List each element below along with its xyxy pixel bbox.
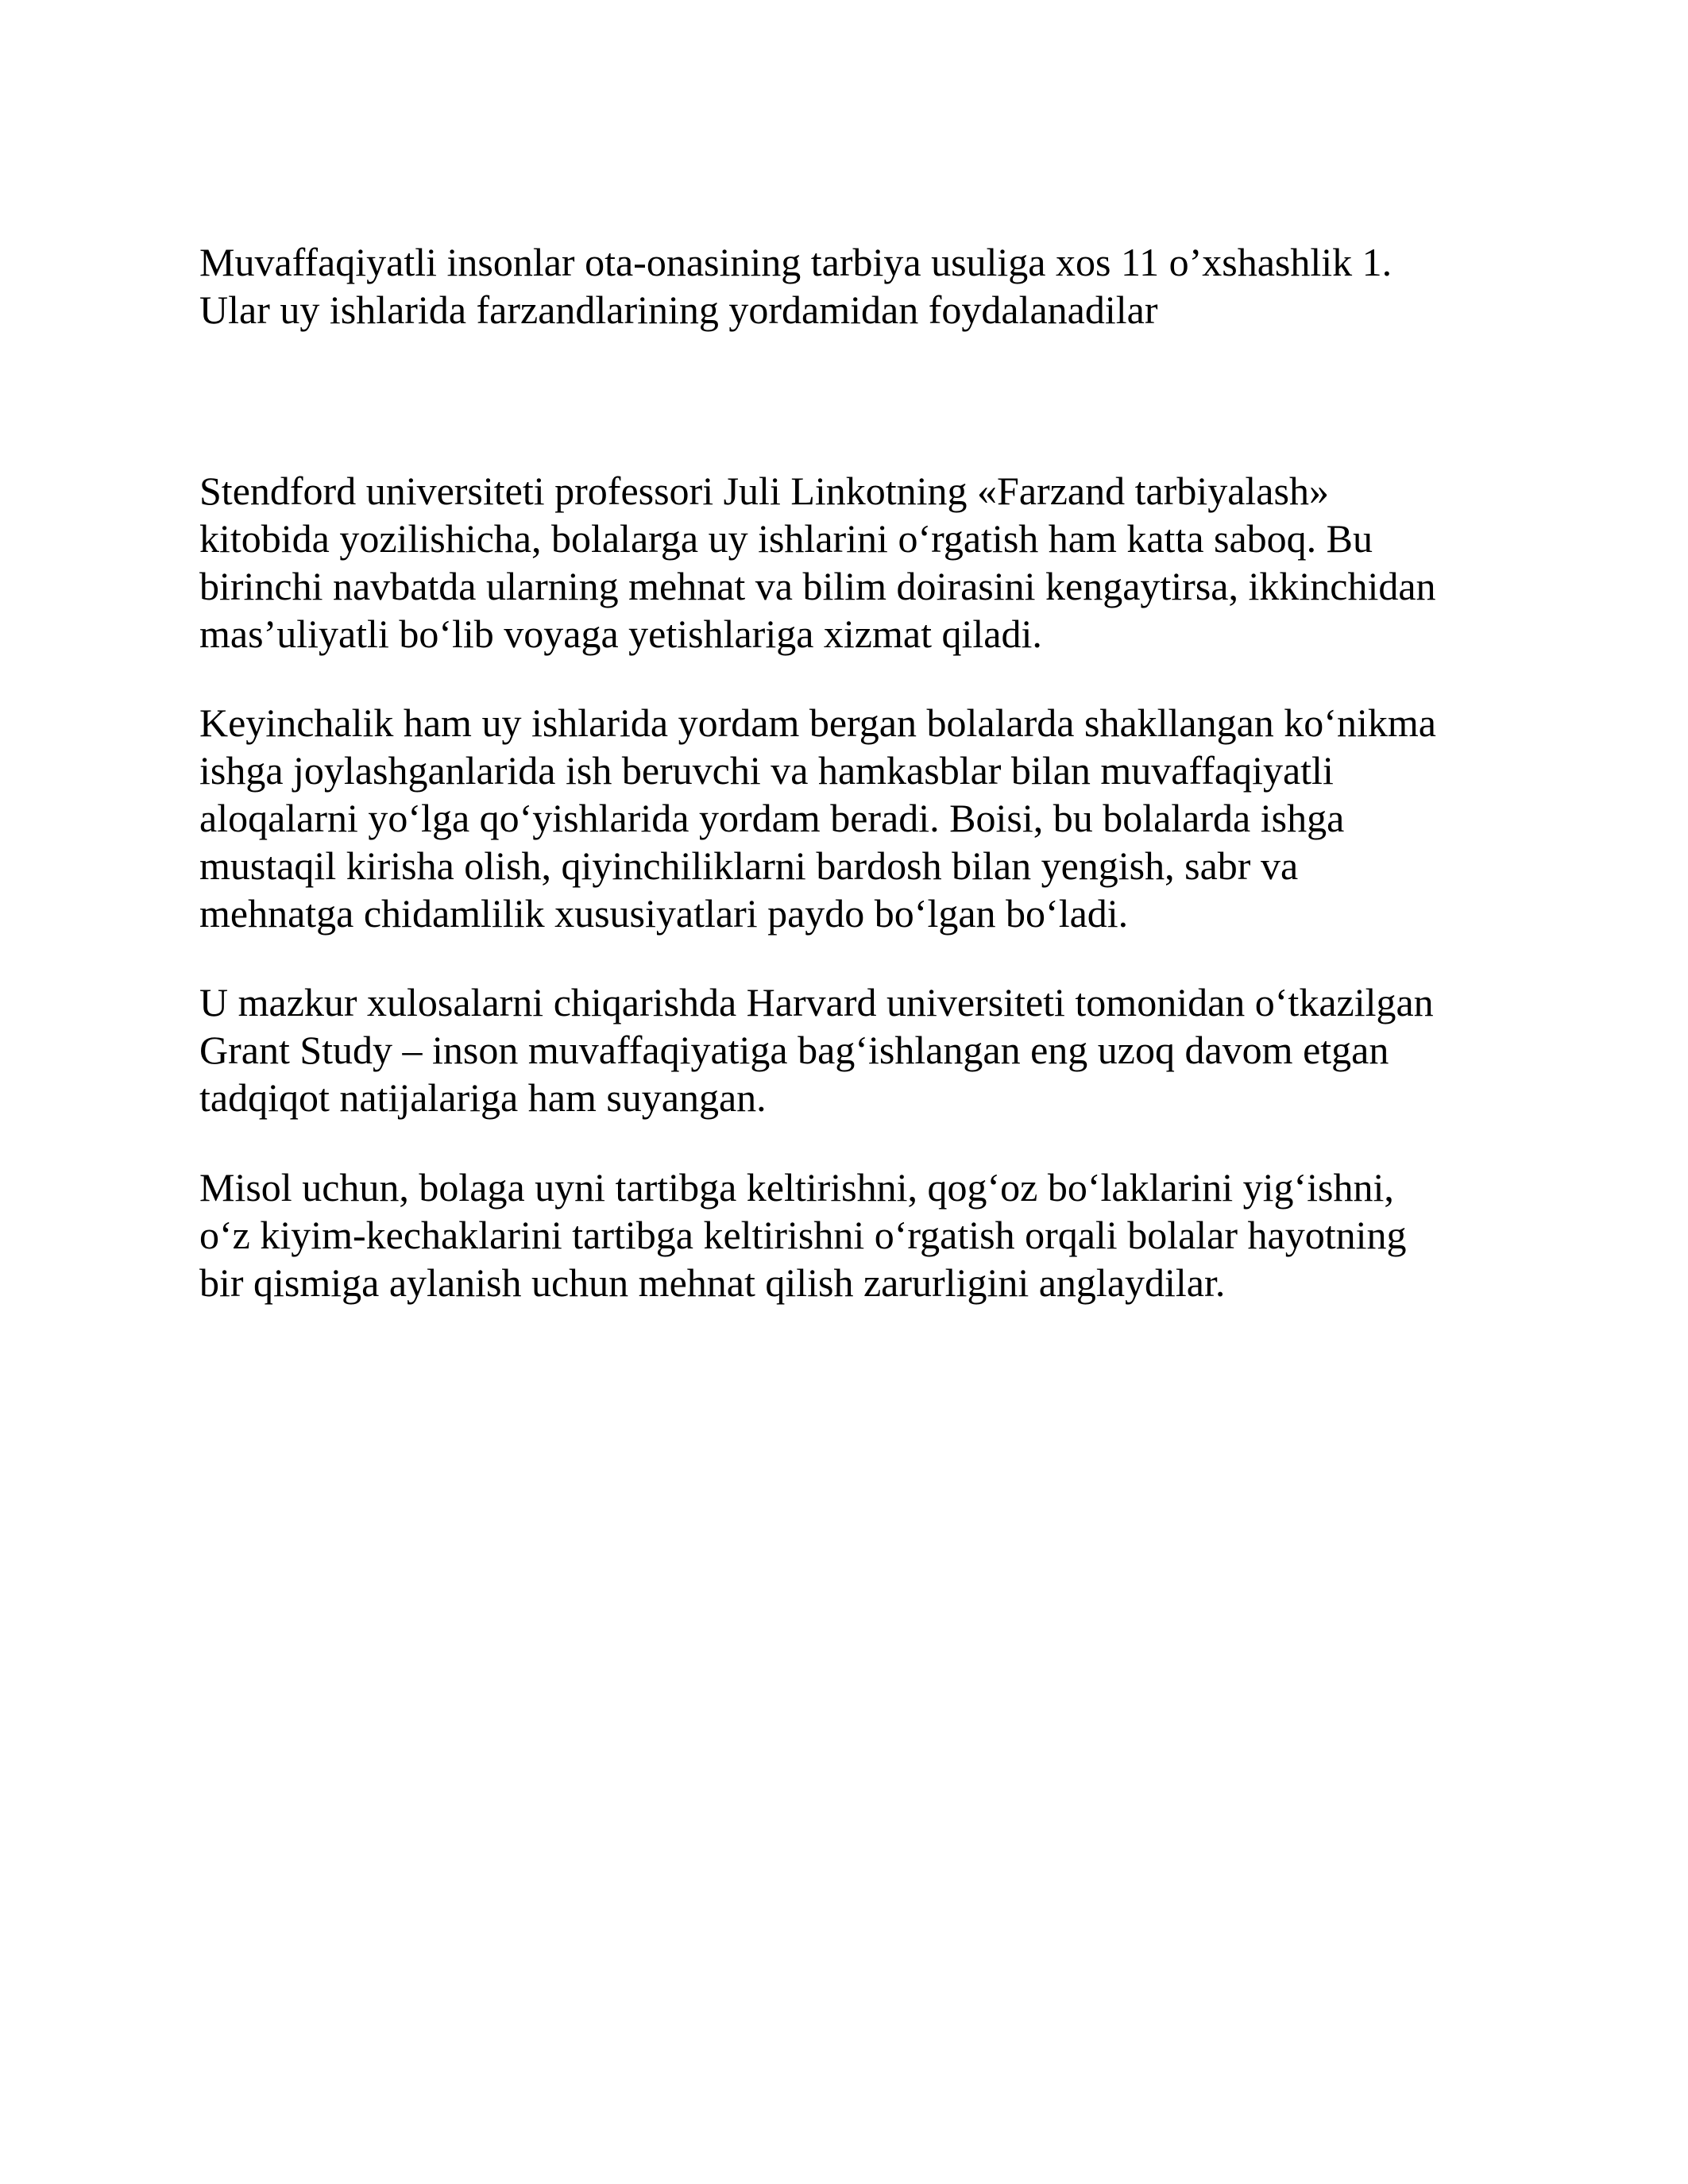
paragraph-2	[199, 699, 1518, 937]
heading-line: Ular uy ishlarida farzandlarining yordamidan foydalanadilar	[199, 287, 1158, 332]
paragraph-4	[199, 1163, 1518, 1306]
paragraph-line: birinchi navbatda ularning mehnat va bilim doirasini kengaytirsa, ikkinchidan	[199, 564, 1436, 608]
paragraph-line: Grant Study – inson muvaffaqiyatiga bag‘ishlangan eng uzoq davom etgan	[199, 1028, 1389, 1072]
paragraph-line: mehnatga chidamlilik xususiyatlari paydo bo‘lgan bo‘ladi.	[199, 891, 1129, 936]
paragraph-3	[199, 978, 1518, 1121]
paragraph-line: U mazkur xulosalarni chiqarishda Harvard universiteti tomonidan o‘tkazilgan	[199, 980, 1434, 1024]
document-heading	[199, 238, 1518, 334]
paragraph-line: aloqalarni yo‘lga qo‘yishlarida yordam beradi. Boisi, bu bolalarda ishga	[199, 796, 1345, 840]
paragraph-line: kitobida yozilishicha, bolalarga uy ishlarini o‘rgatish ham katta saboq. Bu	[199, 516, 1373, 561]
paragraph-line: Stendford universiteti professori Juli Linkotning «Farzand tarbiyalash»	[199, 469, 1329, 513]
heading-line: Muvaffaqiyatli insonlar ota-onasining tarbiya usuliga xos 11 o’xshashlik 1.	[199, 240, 1393, 284]
paragraph-line: Misol uchun, bolaga uyni tartibga keltirishni, qog‘oz bo‘laklarini yig‘ishni,	[199, 1165, 1394, 1210]
paragraph-line: ishga joylashganlarida ish beruvchi va hamkasblar bilan muvaffaqiyatli	[199, 748, 1334, 793]
paragraph-line: mas’uliyatli bo‘lib voyaga yetishlariga xizmat qiladi.	[199, 612, 1042, 656]
paragraph-line: Keyinchalik ham uy ishlarida yordam bergan bolalarda shakllangan ko‘nikma	[199, 700, 1436, 745]
paragraph-line: mustaqil kirisha olish, qiyinchiliklarni bardosh bilan yengish, sabr va	[199, 843, 1299, 888]
paragraph-line: o‘z kiyim-kechaklarini tartibga keltirishni o‘rgatish orqali bolalar hayotning	[199, 1213, 1407, 1257]
paragraph-1	[199, 467, 1518, 658]
paragraph-line: bir qismiga aylanish uchun mehnat qilish zarurligini anglaydilar.	[199, 1260, 1226, 1305]
paragraph-line: tadqiqot natijalariga ham suyangan.	[199, 1075, 767, 1120]
